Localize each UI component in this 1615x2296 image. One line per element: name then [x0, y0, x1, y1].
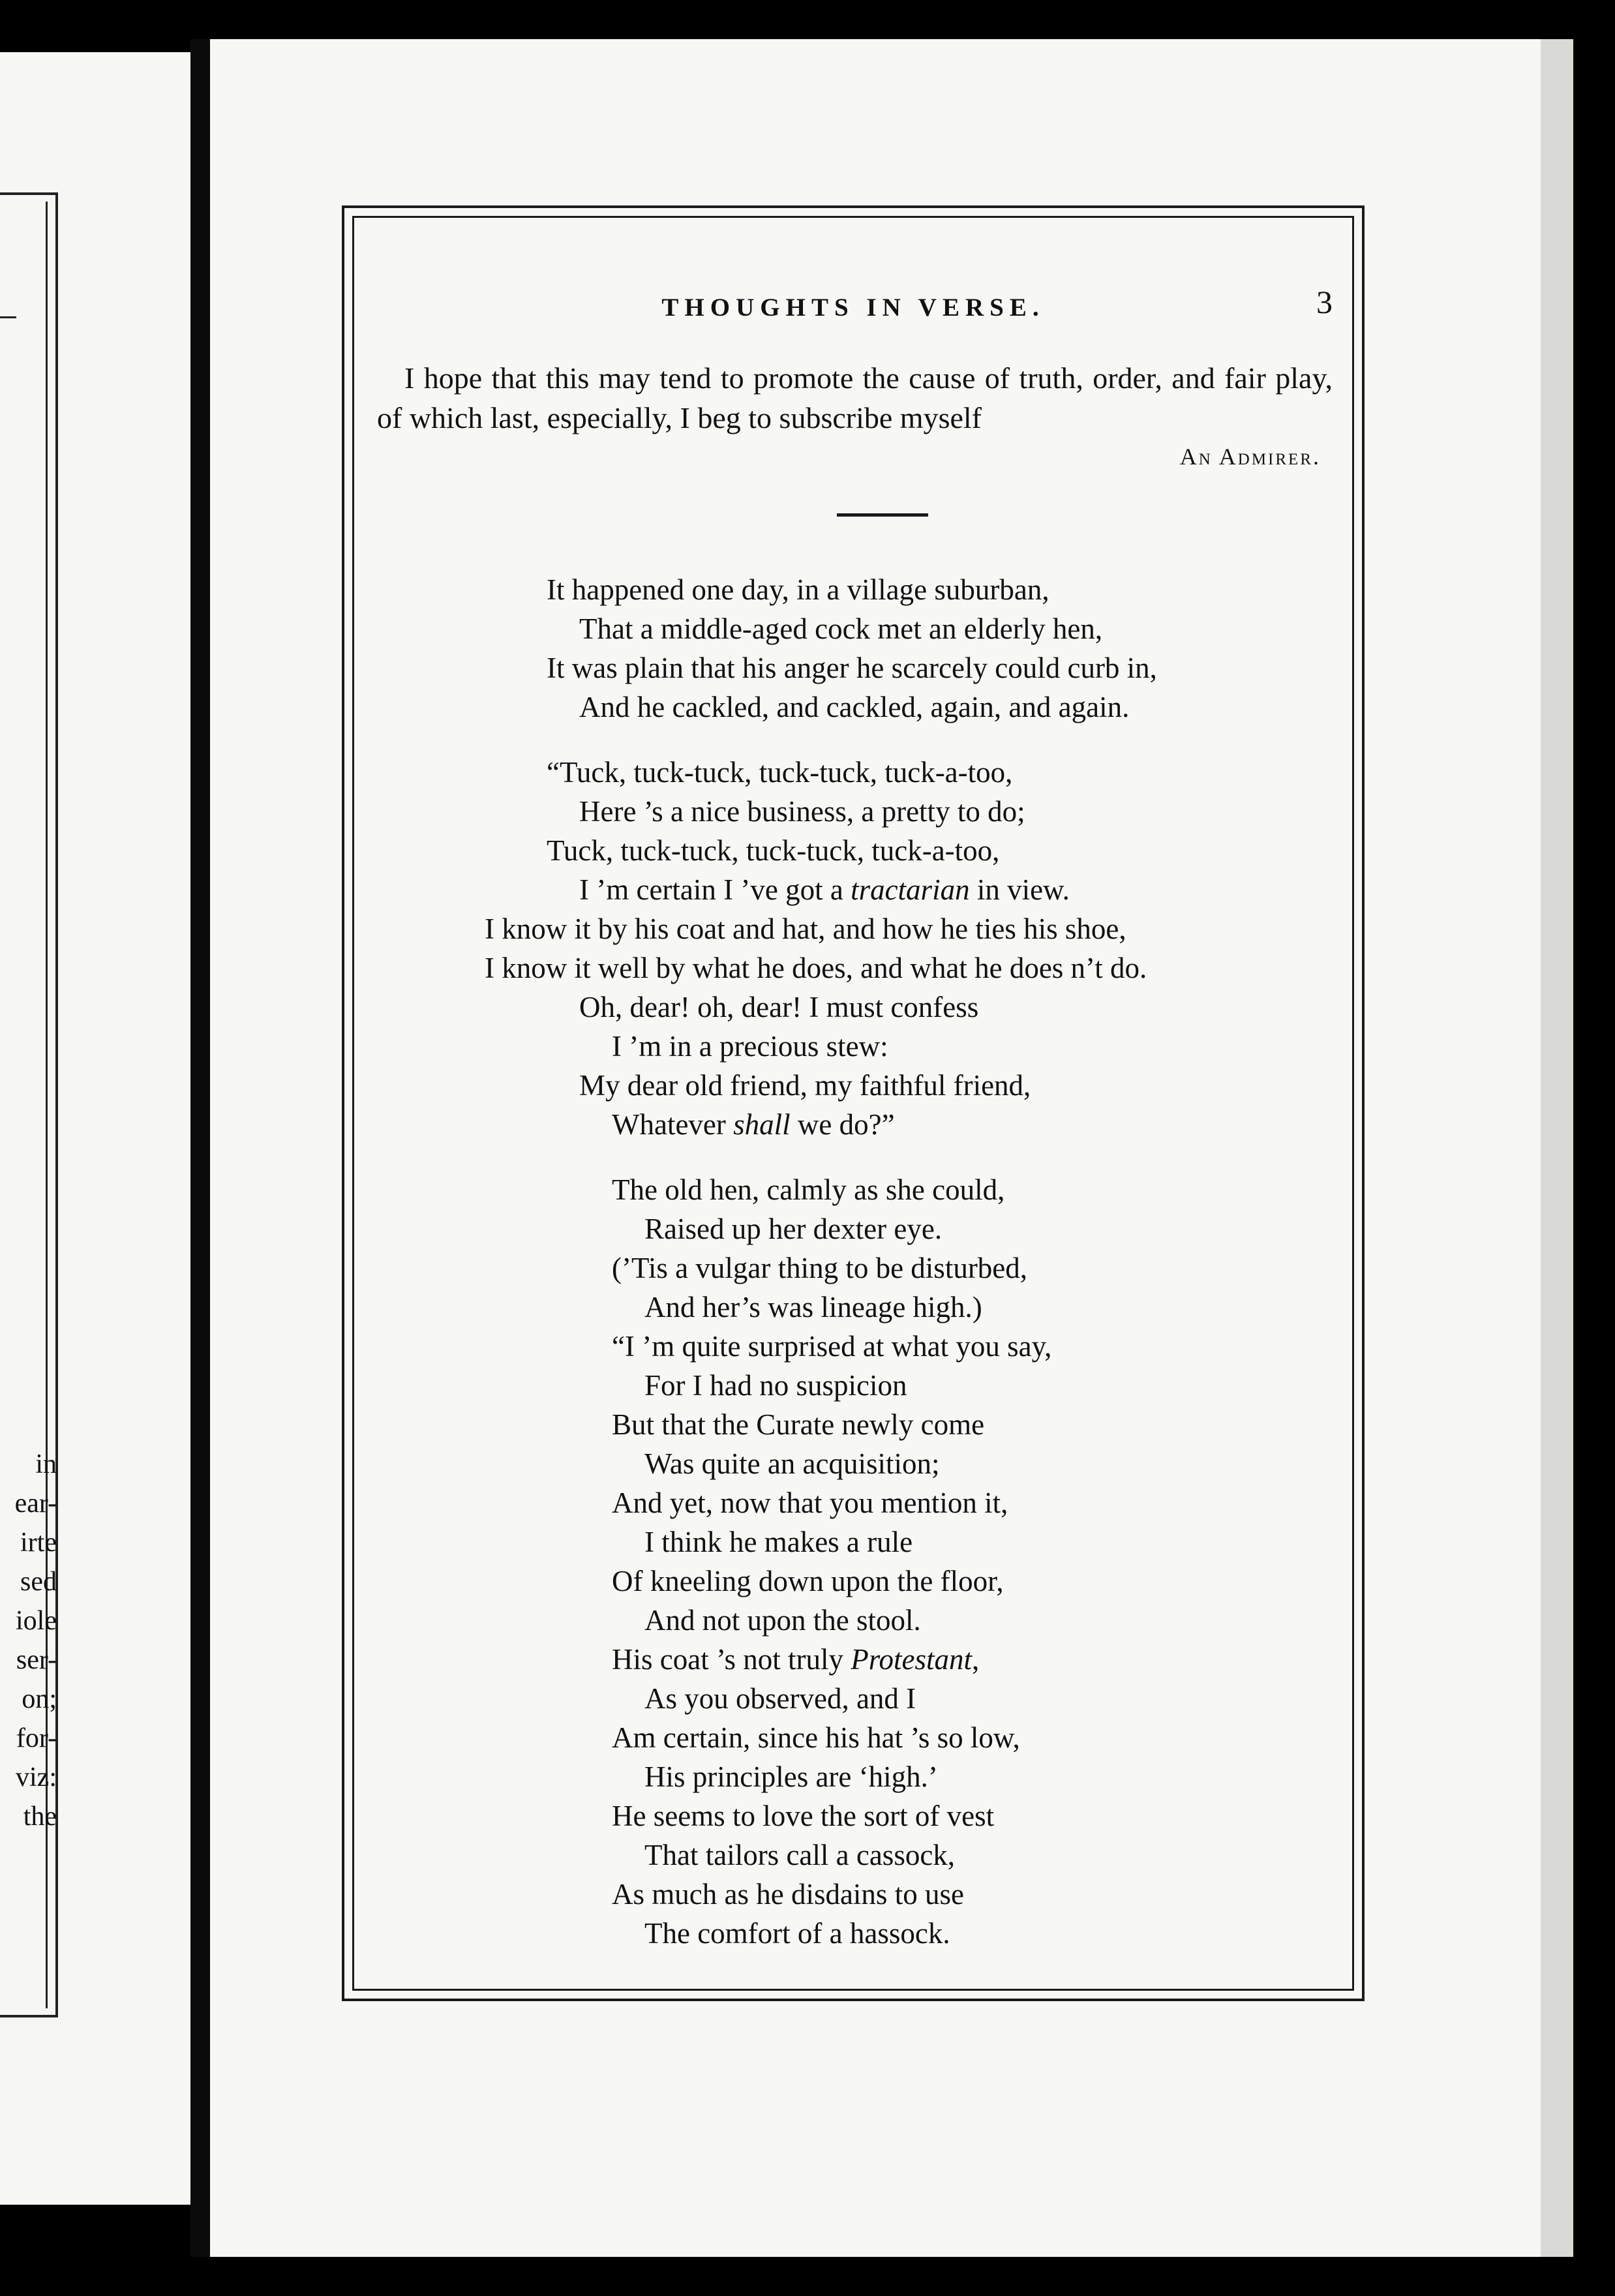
running-head: THOUGHTS IN VERSE.: [661, 294, 1045, 322]
poem-line: Raised up her dexter eye.: [644, 1213, 943, 1245]
poem-line: For I had no suspicion: [644, 1369, 907, 1402]
poem-line: His coat ’s not truly Protestant,: [612, 1643, 980, 1676]
poem-line: It happened one day, in a village suburban,: [547, 573, 1049, 606]
poem-line: My dear old friend, my faithful friend,: [579, 1069, 1031, 1102]
fragment-line: the: [23, 1802, 57, 1832]
intro-paragraph: [377, 358, 1333, 438]
poem-line: “Tuck, tuck-tuck, tuck-tuck, tuck-a-too,: [547, 756, 1013, 789]
poem-line: His principles are ‘high.’: [644, 1760, 938, 1793]
poem-line: I know it well by what he does, and what he does n’t do.: [485, 952, 1147, 984]
poem-line: And yet, now that you mention it,: [612, 1487, 1008, 1519]
page-number: 3: [1316, 284, 1333, 320]
left-page-rule: [0, 316, 16, 318]
poem-line: As you observed, and I: [644, 1682, 916, 1715]
fragment-line: for-: [16, 1723, 57, 1753]
signature: An Admirer.: [1179, 444, 1321, 470]
fragment-line: iole: [16, 1606, 57, 1636]
poem-line: I ’m certain I ’ve got a tractarian in view.: [579, 873, 1070, 906]
poem-line: But that the Curate newly come: [612, 1408, 985, 1441]
page-edge: [1541, 39, 1573, 2257]
poem-line: (’Tis a vulgar thing to be disturbed,: [612, 1252, 1028, 1284]
poem-line: Tuck, tuck-tuck, tuck-tuck, tuck-a-too,: [547, 834, 1000, 867]
fragment-line: ser-: [16, 1645, 57, 1675]
fragment-line: sed: [20, 1567, 57, 1597]
poem-line: Am certain, since his hat ’s so low,: [612, 1721, 1020, 1754]
poem-line: The old hen, calmly as she could,: [612, 1173, 1005, 1206]
fragment-line: ear-: [14, 1488, 57, 1518]
fragment-line: viz:: [16, 1762, 57, 1792]
poem-line: Whatever shall we do?”: [612, 1108, 895, 1141]
poem-line: I ’m in a precious stew:: [612, 1030, 888, 1063]
poem-line: He seems to love the sort of vest: [612, 1800, 995, 1832]
page-border-outer: [342, 205, 1365, 2001]
right-page: [210, 39, 1541, 2257]
section-divider: [837, 513, 928, 517]
poem-line: Of kneeling down upon the floor,: [612, 1565, 1004, 1597]
left-page-fragment: [0, 52, 190, 2205]
left-page-text-fragments: [15, 1445, 57, 1836]
fragment-line: in: [35, 1449, 57, 1479]
poem-line: And not upon the stool.: [644, 1604, 921, 1637]
poem-line: And he cackled, and cackled, again, and again.: [579, 691, 1130, 723]
poem-line: As much as he disdains to use: [612, 1878, 964, 1911]
poem-line: That a middle-aged cock met an elderly hen,: [579, 612, 1103, 645]
poem-line: I think he makes a rule: [644, 1526, 913, 1558]
poem-line: It was plain that his anger he scarcely could curb in,: [547, 652, 1157, 684]
poem-line: And her’s was lineage high.): [644, 1291, 982, 1323]
poem-line: “I ’m quite surprised at what you say,: [612, 1330, 1052, 1363]
fragment-line: irte: [20, 1528, 57, 1558]
poem-line: Was quite an acquisition;: [644, 1447, 940, 1480]
poem-line: That tailors call a cassock,: [644, 1839, 956, 1871]
book-gutter: [190, 39, 210, 2257]
poem-line: Oh, dear! oh, dear! I must confess: [579, 991, 979, 1023]
italic-word: shall: [733, 1108, 791, 1141]
fragment-line: on;: [22, 1684, 57, 1714]
poem-line: I know it by his coat and hat, and how he ties his shoe,: [485, 913, 1126, 945]
page-border-inner: [352, 216, 1354, 1991]
poem-line: The comfort of a hassock.: [644, 1917, 950, 1950]
intro-text: I hope that this may tend to promote the cause of truth, order, and fair play, of which last, especially, I beg to subscribe myself: [377, 361, 1333, 434]
poem-line: Here ’s a nice business, a pretty to do;: [579, 795, 1025, 828]
italic-word: tractarian: [851, 873, 970, 906]
italic-word: Protestant: [851, 1643, 973, 1676]
